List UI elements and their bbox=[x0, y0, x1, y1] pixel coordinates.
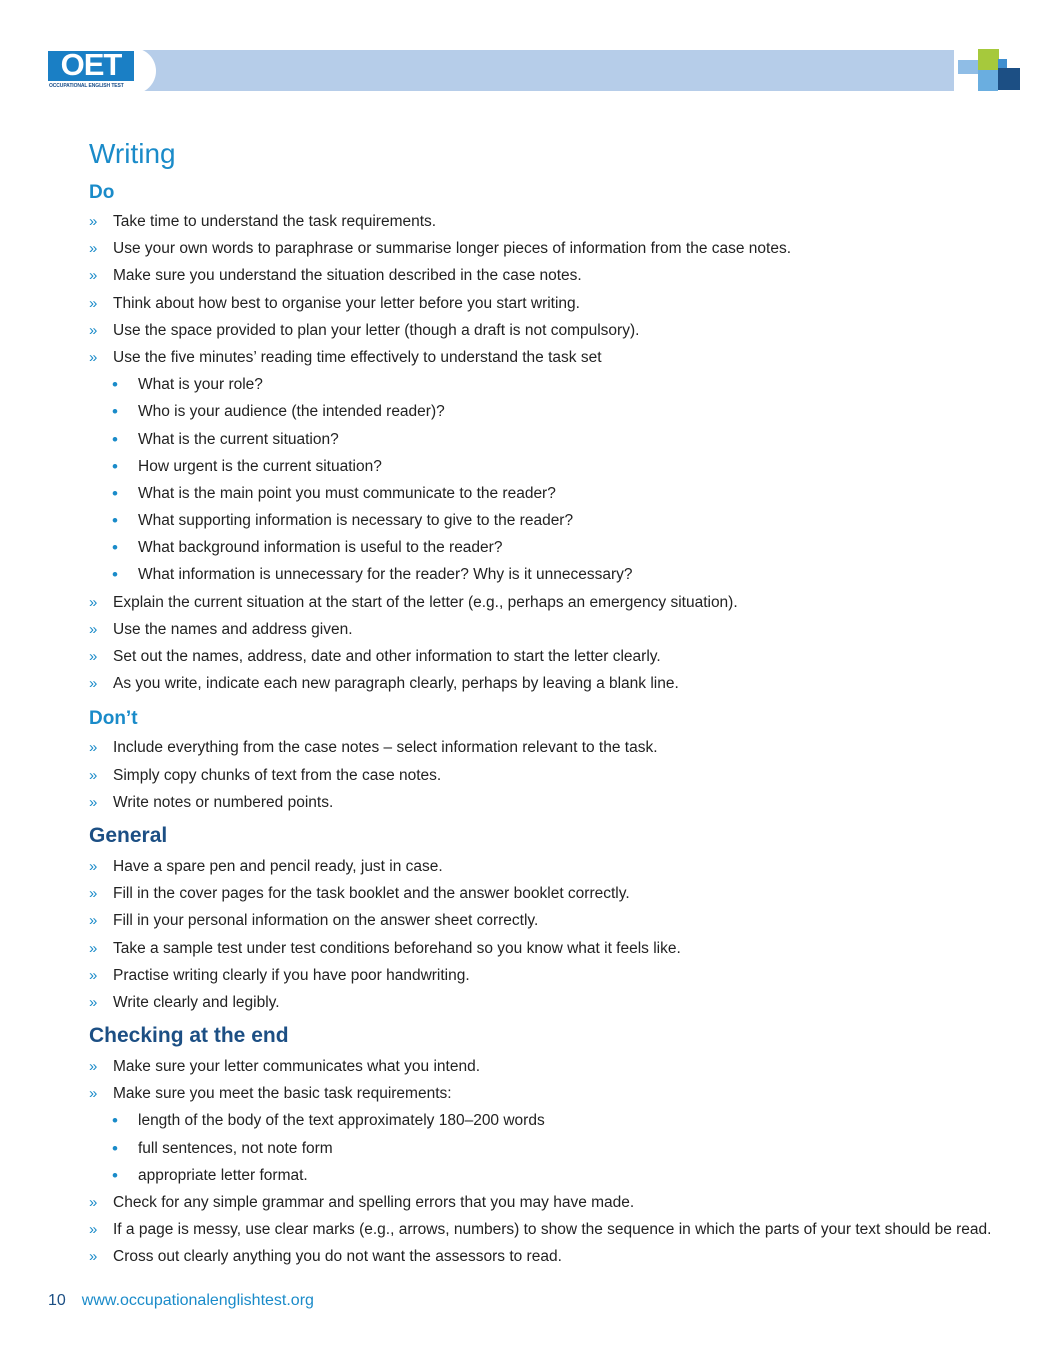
bullet-dot: • bbox=[112, 1165, 118, 1185]
page-content bbox=[89, 136, 1009, 1271]
sub-list-item: • What is the current situation? bbox=[89, 426, 1009, 453]
list-item: » Take time to understand the task requirements. bbox=[89, 208, 1009, 235]
list-item: » Simply copy chunks of text from the case notes. bbox=[89, 762, 1009, 789]
sub-list-item: • Who is your audience (the intended reader)? bbox=[89, 398, 1009, 425]
list-marker: » bbox=[89, 993, 98, 1011]
bullet-dot: • bbox=[112, 565, 118, 585]
sub-list-item: • What is your role? bbox=[89, 371, 1009, 398]
list-item: » Include everything from the case notes – select information relevant to the task. bbox=[89, 734, 1009, 761]
list-item: » Use your own words to paraphrase or summarise longer pieces of information from the case notes. bbox=[89, 235, 1009, 262]
list-item: » Cross out clearly anything you do not want the assessors to read. bbox=[89, 1243, 1009, 1270]
list-marker: » bbox=[89, 1085, 98, 1103]
page-header bbox=[0, 48, 1052, 94]
list-marker: » bbox=[89, 620, 98, 638]
list-marker: » bbox=[89, 739, 98, 757]
list-marker: » bbox=[89, 939, 98, 957]
list-item: » Take a sample test under test conditions beforehand so you know what it feels like. bbox=[89, 935, 1009, 962]
oet-logo bbox=[44, 48, 156, 94]
list-marker: » bbox=[89, 348, 98, 366]
bullet-dot: • bbox=[112, 511, 118, 531]
list-item: » Practise writing clearly if you have poor handwriting. bbox=[89, 962, 1009, 989]
bullet-dot: • bbox=[112, 1138, 118, 1158]
section-heading-checking: Checking at the end bbox=[89, 1024, 289, 1048]
list-marker: » bbox=[89, 294, 98, 312]
list-marker: » bbox=[89, 885, 98, 903]
page-title: Writing bbox=[89, 138, 176, 169]
list-marker: » bbox=[89, 912, 98, 930]
checking-list bbox=[89, 1053, 1009, 1271]
list-marker: » bbox=[89, 240, 98, 258]
logo-text: OET bbox=[60, 47, 122, 82]
list-item: » Have a spare pen and pencil ready, just in case. bbox=[89, 853, 1009, 880]
sub-list-item: • appropriate letter format. bbox=[89, 1162, 1009, 1189]
list-marker: » bbox=[89, 213, 98, 230]
list-item: » Make sure you understand the situation described in the case notes. bbox=[89, 262, 1009, 289]
decor-square-mid bbox=[998, 59, 1007, 68]
bullet-dot: • bbox=[112, 456, 118, 476]
list-item: » Fill in the cover pages for the task booklet and the answer booklet correctly. bbox=[89, 880, 1009, 907]
list-marker: » bbox=[89, 766, 98, 784]
sub-list-item: • What supporting information is necessary to give to the reader? bbox=[89, 507, 1009, 534]
decor-square-blue bbox=[978, 70, 998, 91]
list-item: » Use the five minutes’ reading time effectively to understand the task set bbox=[89, 344, 1009, 371]
bullet-dot: • bbox=[112, 375, 118, 395]
list-item: » Think about how best to organise your letter before you start writing. bbox=[89, 290, 1009, 317]
list-marker: » bbox=[89, 1221, 98, 1239]
list-item: » Set out the names, address, date and other information to start the letter clearly. bbox=[89, 643, 1009, 670]
list-item: » If a page is messy, use clear marks (e.g., arrows, numbers) to show the sequence in which the parts of your text should be read. bbox=[89, 1216, 1009, 1243]
list-marker: » bbox=[89, 267, 98, 285]
list-item: » Use the names and address given. bbox=[89, 616, 1009, 643]
list-marker: » bbox=[89, 793, 98, 811]
list-item: » Write clearly and legibly. bbox=[89, 989, 1009, 1016]
logo-subtitle: OCCUPATIONAL ENGLISH TEST bbox=[49, 83, 124, 89]
sub-list-item: • full sentences, not note form bbox=[89, 1135, 1009, 1162]
do-list bbox=[89, 208, 1009, 697]
list-marker: » bbox=[89, 1248, 98, 1266]
list-item: » Write notes or numbered points. bbox=[89, 789, 1009, 816]
sub-list-item: • How urgent is the current situation? bbox=[89, 453, 1009, 480]
list-item: » Fill in your personal information on the answer sheet correctly. bbox=[89, 907, 1009, 934]
decor-square-light bbox=[958, 60, 978, 74]
list-item: » Check for any simple grammar and spelling errors that you may have made. bbox=[89, 1189, 1009, 1216]
section-heading-dont: Don’t bbox=[89, 708, 138, 730]
header-band bbox=[120, 50, 954, 91]
list-marker: » bbox=[89, 675, 98, 693]
list-item: » Explain the current situation at the start of the letter (e.g., perhaps an emergency situation). bbox=[89, 589, 1009, 616]
bullet-dot: • bbox=[112, 402, 118, 422]
sub-list-item: • length of the body of the text approximately 180–200 words bbox=[89, 1107, 1009, 1134]
list-marker: » bbox=[89, 857, 98, 875]
list-marker: » bbox=[89, 648, 98, 665]
list-item: » As you write, indicate each new paragraph clearly, perhaps by leaving a blank line. bbox=[89, 670, 1009, 697]
list-item: » Make sure you meet the basic task requirements: bbox=[89, 1080, 1009, 1107]
page-footer bbox=[48, 1290, 314, 1312]
bullet-dot: • bbox=[112, 1111, 118, 1131]
bullet-dot: • bbox=[112, 538, 118, 558]
list-marker: » bbox=[89, 966, 98, 984]
section-heading-do: Do bbox=[89, 182, 115, 203]
bullet-dot: • bbox=[112, 483, 118, 503]
sub-list-item: • What is the main point you must communicate to the reader? bbox=[89, 480, 1009, 507]
list-marker: » bbox=[89, 1058, 98, 1076]
sub-list-item: • What background information is useful to the reader? bbox=[89, 534, 1009, 561]
bullet-dot: • bbox=[112, 429, 118, 449]
decor-square-dark bbox=[998, 68, 1020, 90]
list-marker: » bbox=[89, 321, 98, 339]
footer-url-link[interactable]: www.occupationalenglishtest.org bbox=[81, 1292, 314, 1309]
list-marker: » bbox=[89, 593, 98, 611]
dont-list bbox=[89, 734, 1009, 816]
section-heading-general: General bbox=[89, 823, 168, 847]
list-item: » Use the space provided to plan your letter (though a draft is not compulsory). bbox=[89, 317, 1009, 344]
page-number: 10 bbox=[48, 1292, 66, 1309]
list-item: » Make sure your letter communicates what you intend. bbox=[89, 1053, 1009, 1080]
decor-square-green bbox=[978, 49, 999, 70]
general-list bbox=[89, 853, 1009, 1016]
list-marker: » bbox=[89, 1194, 98, 1211]
sub-list-item: • What information is unnecessary for the reader? Why is it unnecessary? bbox=[89, 561, 1009, 588]
